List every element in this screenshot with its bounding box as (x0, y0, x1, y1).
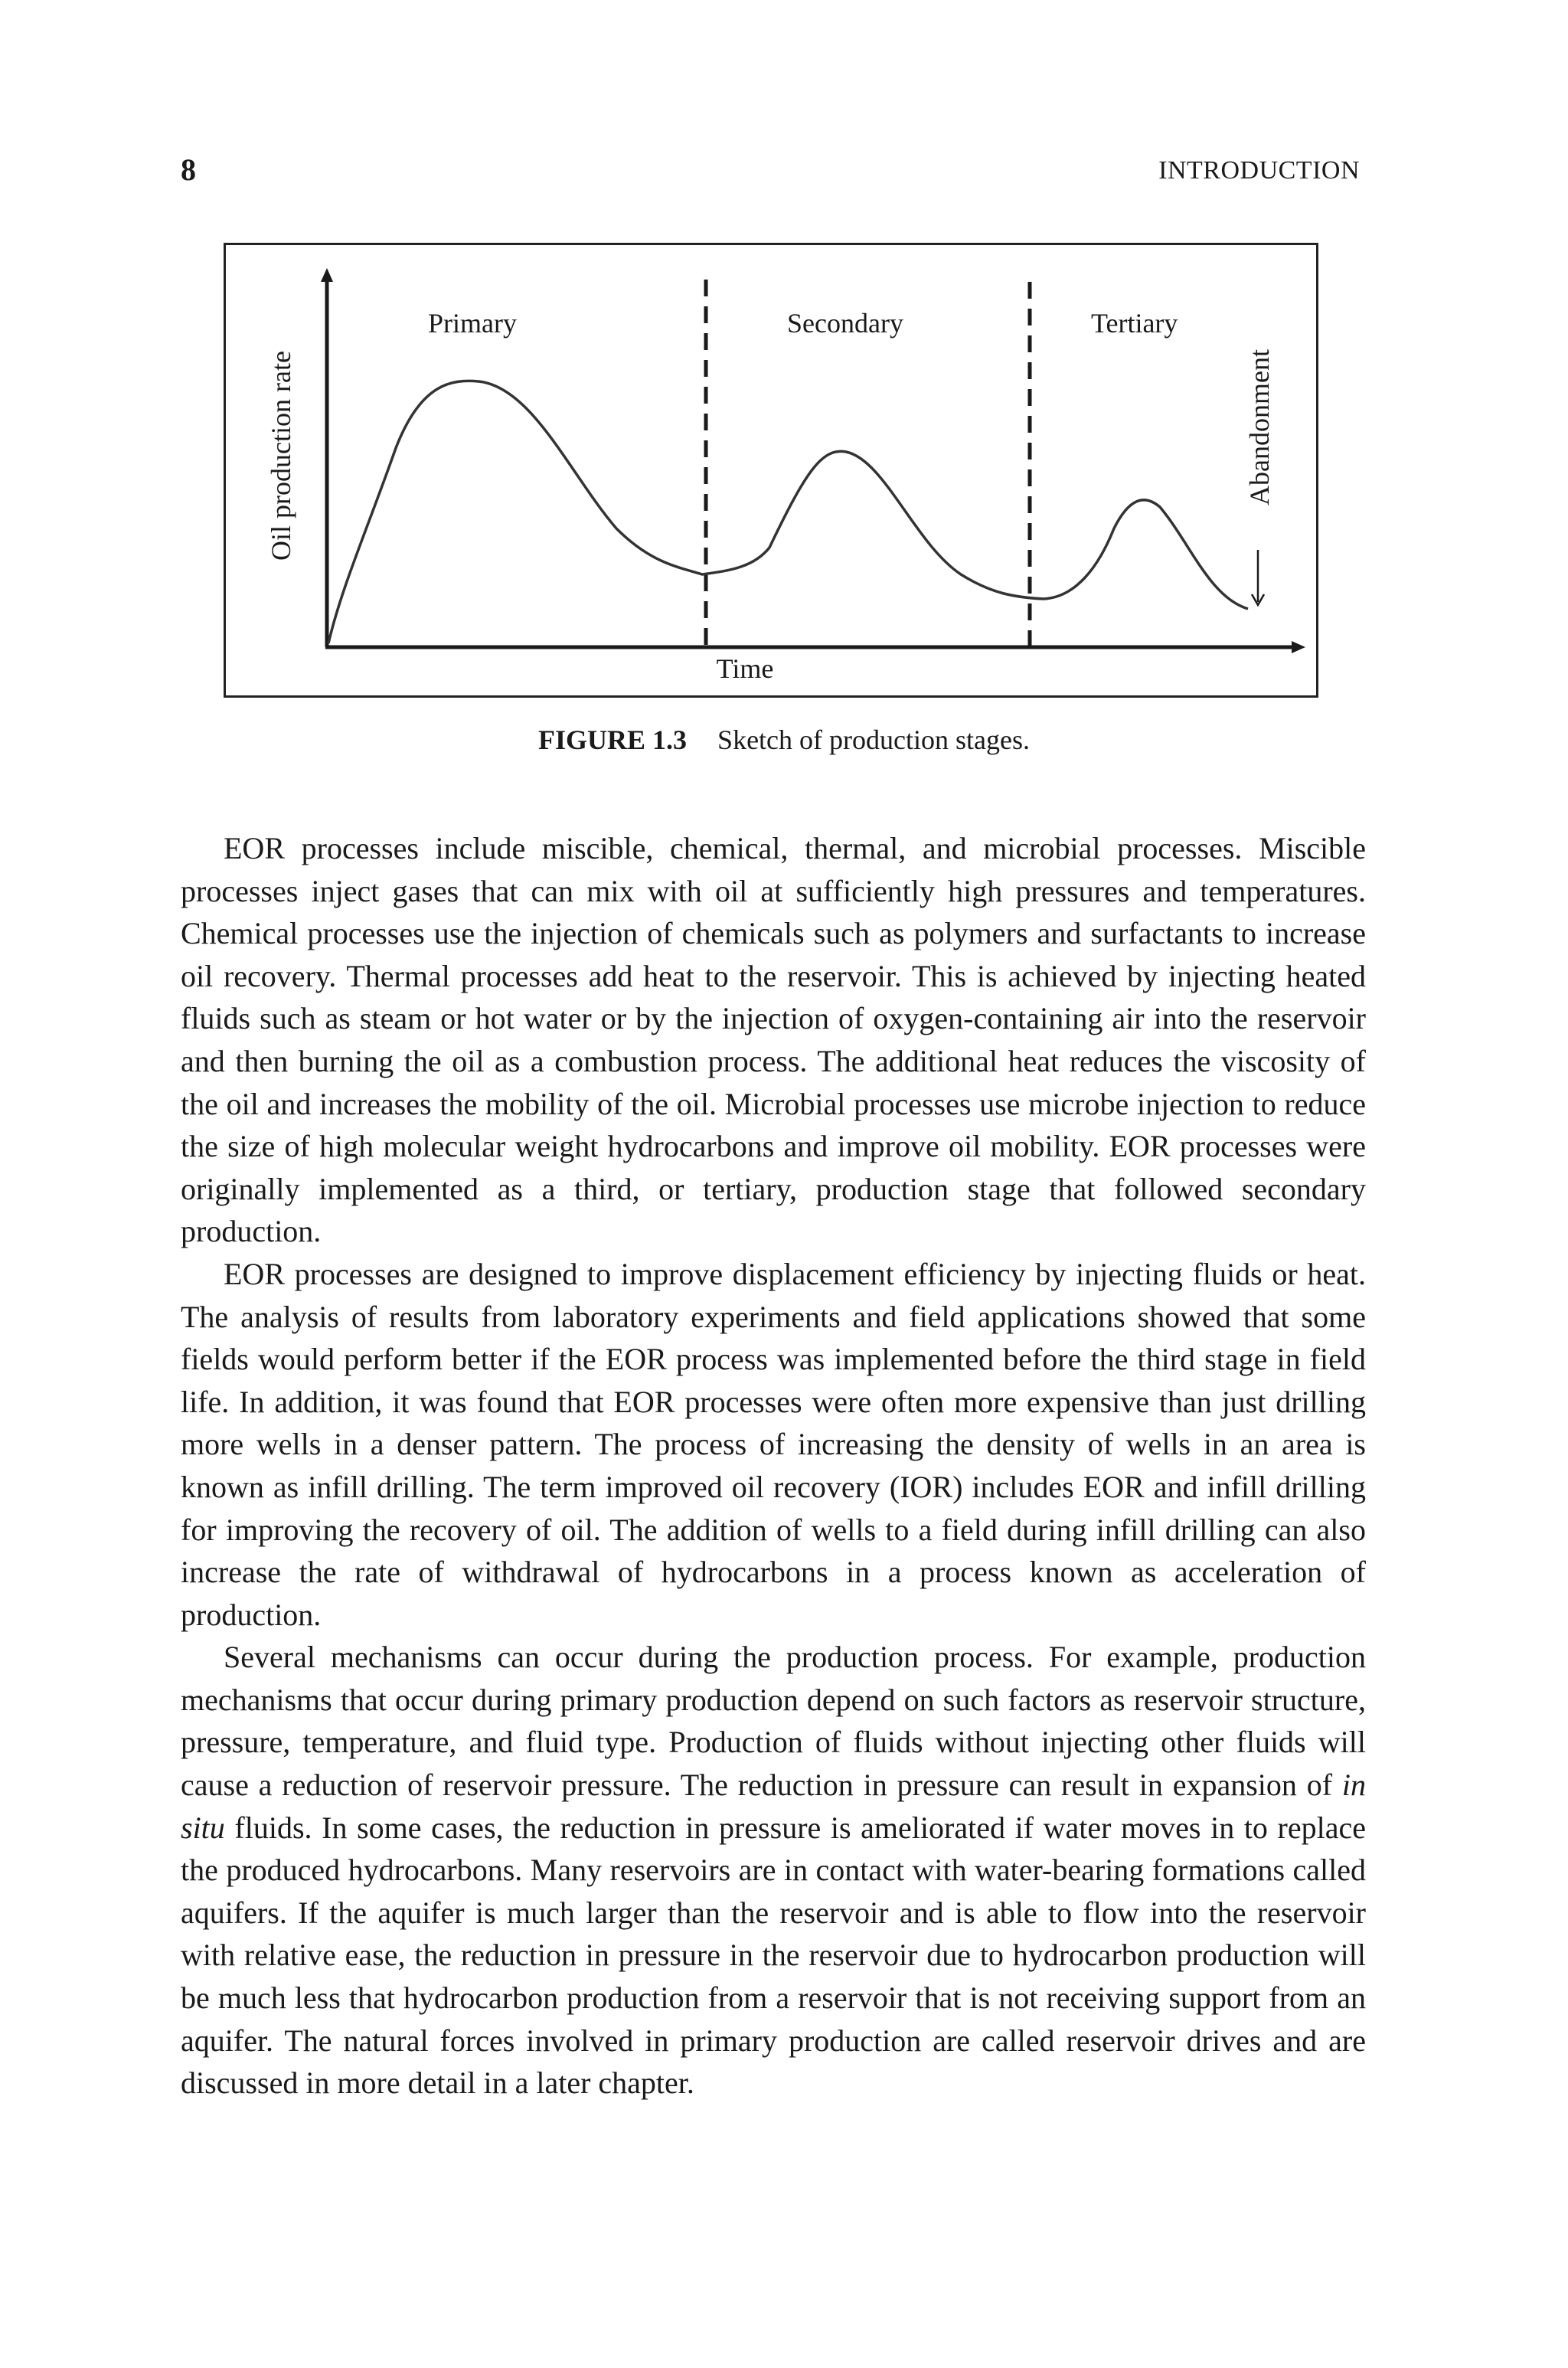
paragraph-eor-design: EOR processes are designed to improve displacement efficiency by injecting fluids or heat. The analysis of results from laboratory experiments and field applications showed that some fields would perform better if the EOR process was implemented before the third stage in field life. In addition, it was found that EOR processes were often more expensive than just drilling more wells in a denser pattern. The process of increasing the density of wells in an area is known as infill drilling. The term improved oil recovery (IOR) includes EOR and infill drilling for improving the recovery of oil. The addition of wells to a field during infill drilling can also increase the rate of withdrawal of hydrocarbons in a process known as acceleration of production. (181, 1256, 1366, 1632)
y-axis-arrow (321, 268, 333, 282)
page-number: 8 (181, 152, 196, 187)
stage-label-tertiary: Tertiary (1091, 308, 1178, 339)
production-rate-curve (328, 381, 1248, 643)
x-axis-label: Time (716, 653, 774, 684)
stage-label-primary: Primary (428, 308, 517, 339)
body-text (181, 827, 1366, 2105)
paragraph-mechanisms-part-1: Several mechanisms can occur during the production process. For example, production mechanisms that occur during primary production depend on such factors as reservoir structure, pressure, temperature, and fluid type. Production of fluids without injecting other fluids will cause a reduction of reservoir pressure. The reduction in pressure can result in expansion of (181, 1640, 1366, 1803)
paragraph-eor-processes: EOR processes include miscible, chemical, thermal, and microbial processes. Miscible processes inject gases that can mix with oil at sufficiently high pressures and temperatures. Chemical processes use the injection of chemicals such as polymers and surfactants to increase oil recovery. Thermal processes add heat to the reservoir. This is achieved by injecting heated fluids such as steam or hot water or by the injection of oxygen-containing air into the reservoir and then burning the oil as a combustion process. The additional heat reduces the viscosity of the oil and increases the mobility of the oil. Microbial processes use microbe injection to reduce the size of high molecular weight hydrocarbons and improve oil mobility. EOR processes were originally implemented as a third, or tertiary, production stage that followed secondary production. (181, 831, 1366, 1249)
x-axis-arrow (1292, 641, 1305, 653)
paragraph-mechanisms-part-2: fluids. In some cases, the reduction in pressure is ameliorated if water moves in to replace the produced hydrocarbons. Many reservoirs are in contact with water-bearing formations called aquifers. If the aquifer is much larger than the reservoir and is able to flow into the reservoir with relative ease, the reduction in pressure in the reservoir due to hydrocarbon production will be much less that hydrocarbon production from a reservoir that is not receiving support from an aquifer. The natural forces involved in primary production are called reservoir drives and are discussed in more detail in a later chapter. (181, 1810, 1366, 2101)
paragraph-mechanisms (181, 1636, 1366, 2105)
production-stages-sketch (226, 245, 1316, 695)
paragraph-mechanisms-italic: in situ (181, 1768, 1366, 1845)
abandonment-label: Abandonment (1244, 349, 1275, 505)
figure-caption-text: Sketch of production stages. (717, 724, 1030, 755)
y-axis-label: Oil production rate (266, 351, 296, 561)
stage-label-secondary: Secondary (787, 308, 903, 339)
figure-caption (0, 724, 1568, 756)
figure-production-stages (224, 243, 1318, 698)
running-head: INTRODUCTION (1158, 156, 1360, 185)
figure-caption-label: FIGURE 1.3 (538, 724, 688, 755)
